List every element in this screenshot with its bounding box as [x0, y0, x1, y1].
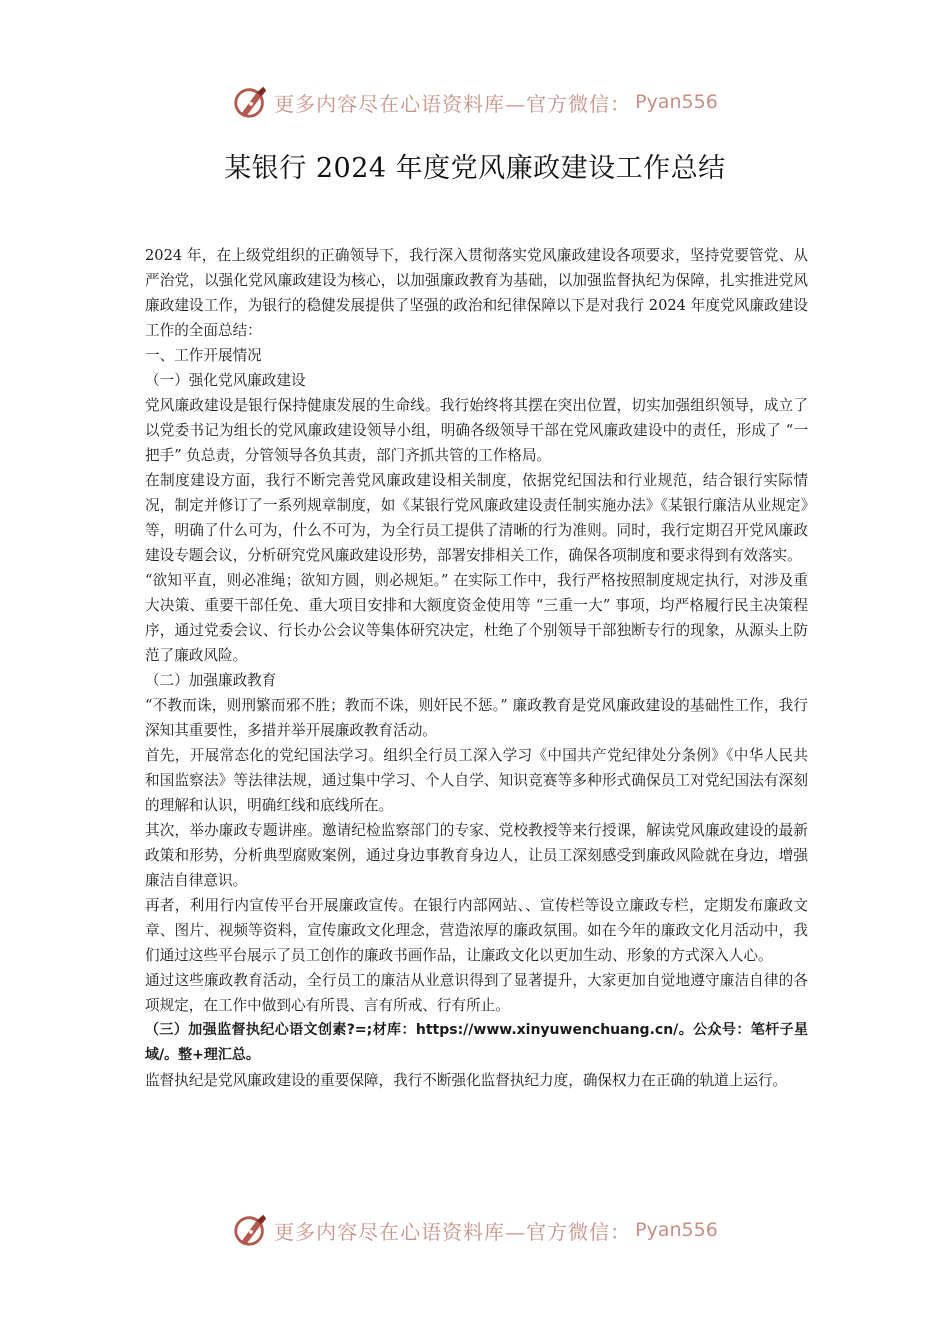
subsection-heading-2: （二）加强廉政教育 [145, 672, 277, 689]
banner-text: 更多内容尽在心语资料库—官方微信： [274, 1219, 632, 1244]
banner-text: 更多内容尽在心语资料库—官方微信： [274, 91, 632, 116]
banner-wechat-id: Pyan556 [635, 1219, 718, 1241]
paragraph: 党风廉政建设是银行保持健康发展的生命线。我行始终将其摆在突出位置，切实加强组织领导，成立了以党委书记为组长的党风廉政建设领导小组，明确各级领导干部在党风廉政建设中的责任，形成了 “一把手” 负总责，分管领导各负其责，部门齐抓共管的工作格局。 [145, 397, 808, 464]
document-body [145, 243, 808, 1093]
document-title: 某银行 2024 年度党风廉政建设工作总结 [224, 153, 726, 184]
banner-inner [232, 83, 718, 121]
paragraph: 首先，开展常态化的党纪国法学习。组织全行员工深入学习《中国共产党纪律处分条例》《中华人民共和国监察法》等法律法规，通过集中学习、个人自学、知识竞赛等多种形式确保员工对党纪国法有深刻的理解和认识，明确红线和底线所在。 [145, 747, 808, 814]
subsection-heading-3: （三）加强监督执纪心语文创素?=;材库：https://www.xinyuwenchuang.cn/。公众号：笔杆子星域/。整+理汇总。 [145, 1022, 808, 1063]
banner-wechat-id: Pyan556 [635, 91, 718, 113]
paragraph: 再者，利用行内宣传平台开展廉政宣传。在银行内部网站、、宣传栏等设立廉政专栏，定期发布廉政文章、图片、视频等资料，宣传廉政文化理念，营造浓厚的廉政氛围。如在今年的廉政文化月活动中，我们通过这些平台展示了员工创作的廉政书画作品，让廉政文化以更加生动、形象的方式深入人心。 [145, 897, 808, 964]
subsection-heading-1: （一）强化党风廉政建设 [145, 372, 306, 389]
bottom-watermark-banner [0, 1208, 950, 1252]
top-watermark-banner [0, 80, 950, 124]
pen-nib-circle-logo-icon [232, 83, 270, 121]
pen-nib-circle-logo-icon [232, 1211, 270, 1249]
section-heading-1: 一、工作开展情况 [145, 347, 262, 364]
paragraph: 通过这些廉政教育活动，全行员工的廉洁从业意识得到了显著提升，大家更加自觉地遵守廉洁自律的各项规定，在工作中做到心有所畏、言有所戒、行有所止。 [145, 972, 808, 1014]
paragraph: “欲知平直，则必准绳；欲知方圆，则必规矩。” 在实际工作中，我行严格按照制度规定执行，对涉及重大决策、重要干部任免、重大项目安排和大额度资金使用等 “三重一大” 事项，均严格履行民主决策程序，通过党委会议、行长办公会议等集体研究决定，杜绝了个别领导干部独断专行的现象，从源头上防范了廉政风险。 [145, 572, 808, 664]
paragraph: 监督执纪是党风廉政建设的重要保障，我行不断强化监督执纪力度，确保权力在正确的轨道上运行。 [145, 1072, 788, 1089]
banner-inner [232, 1211, 718, 1249]
paragraph: “不教而诛，则刑繁而邪不胜；教而不诛，则奸民不惩。” 廉政教育是党风廉政建设的基础性工作，我行深知其重要性，多措并举开展廉政教育活动。 [145, 697, 808, 739]
paragraph: 其次，举办廉政专题讲座。邀请纪检监察部门的专家、党校教授等来行授课，解读党风廉政建设的最新政策和形势，分析典型腐败案例，通过身边事教育身边人，让员工深刻感受到廉政风险就在身边，增强廉洁自律意识。 [145, 822, 808, 889]
paragraph-intro: 2024 年，在上级党组织的正确领导下，我行深入贯彻落实党风廉政建设各项要求，坚持党要管党、从严治党，以强化党风廉政建设为核心，以加强廉政教育为基础，以加强监督执纪为保障，扎实推进党风廉政建设工作，为银行的稳健发展提供了坚强的政治和纪律保障以下是对我行 2024 年度党风廉政建设工作的全面总结： [145, 247, 808, 339]
paragraph: 在制度建设方面，我行不断完善党风廉政建设相关制度，依据党纪国法和行业规范，结合银行实际情况，制定并修订了一系列规章制度，如《某银行党风廉政建设责任制实施办法》《某银行廉洁从业规定》等，明确了什么可为，什么不可为，为全行员工提供了清晰的行为准则。同时，我行定期召开党风廉政建设专题会议，分析研究党风廉政建设形势，部署安排相关工作，确保各项制度和要求得到有效落实。 [145, 472, 808, 564]
